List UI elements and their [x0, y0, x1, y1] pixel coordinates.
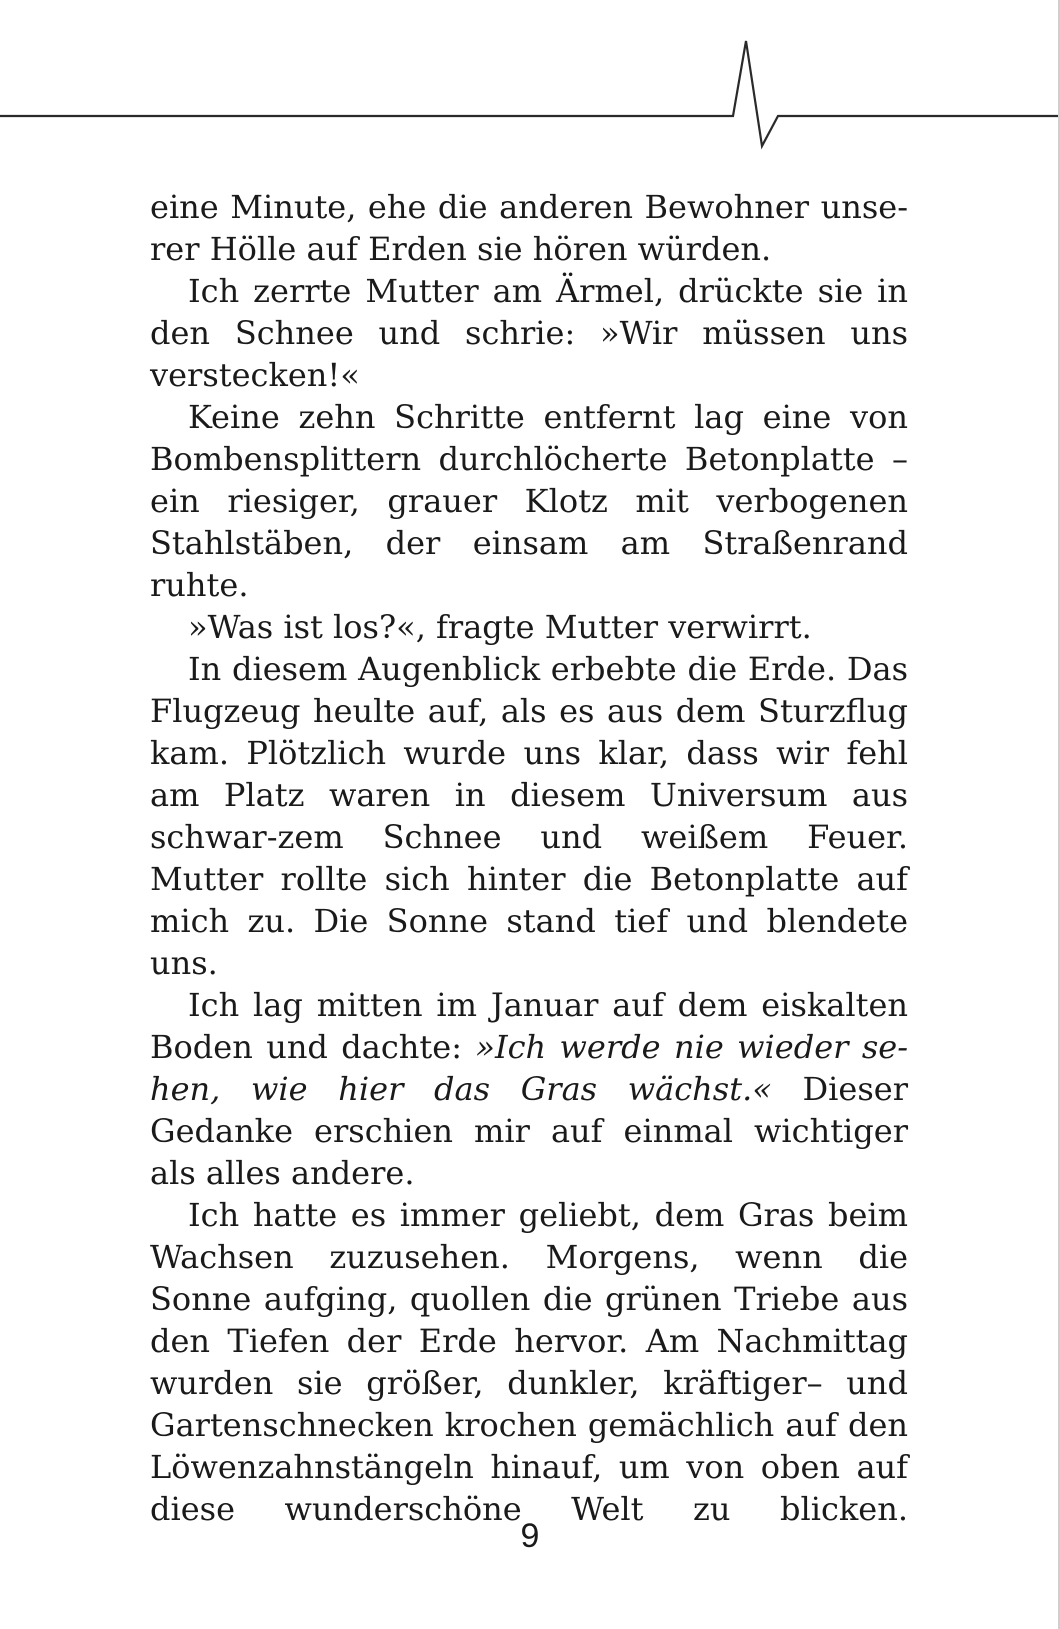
paragraph: eine Minute, ehe die anderen Bewohner unse-rer Hölle auf Erden sie hören würden. — [150, 188, 908, 268]
paragraph — [150, 984, 908, 1194]
paragraph: Ich zerrte Mutter am Ärmel, drückte sie in den Schnee und schrie: »Wir müssen uns verstecken!« — [150, 272, 908, 394]
paragraph: »Was ist los?«, fragte Mutter verwirrt. — [188, 608, 812, 646]
paragraph: In diesem Augenblick erbebte die Erde. Das Flugzeug heulte auf, als es aus dem Sturzflug kam. Plötzlich wurde uns klar, dass wir fehl am Platz waren in diesem Universum aus schwar-zem Schnee und weißem Feuer. Mutter rollte sich hinter die Betonplatte auf mich zu. Die Sonne stand tief und blendete uns. — [150, 650, 908, 982]
body-text — [150, 186, 908, 1530]
paragraph: Ich hatte es immer geliebt, dem Gras beim Wachsen zuzusehen. Morgens, wenn die Sonne aufging, quollen die grünen Triebe aus den Tiefen der Erde hervor. Am Nachmittag wurden sie größer, dunkler, kräftiger– und Gartenschnecken krochen gemächlich auf den Löwenzahnstängeln hinauf, um von oben auf diese wunderschöne Welt zu blicken. — [150, 1196, 908, 1528]
paragraph-text: Ich lag mitten im Januar auf dem eiskalten Boden und dachte: — [150, 986, 908, 1066]
italic-thought: »Ich werde nie wieder se-hen, wie hier das Gras wächst.« — [150, 1028, 909, 1108]
paragraph-text: Dieser Gedanke erschien mir auf einmal wichtiger als alles andere. — [150, 1070, 909, 1192]
paragraph: Keine zehn Schritte entfernt lag eine von Bombensplittern durchlöcherte Betonplatte –ein riesiger, grauer Klotz mit verbogenen Stahlstäben, der einsam am Straßenrand ruhte. — [150, 398, 908, 604]
page-number: 9 — [520, 1517, 540, 1555]
heartbeat-line-icon — [0, 36, 1060, 156]
